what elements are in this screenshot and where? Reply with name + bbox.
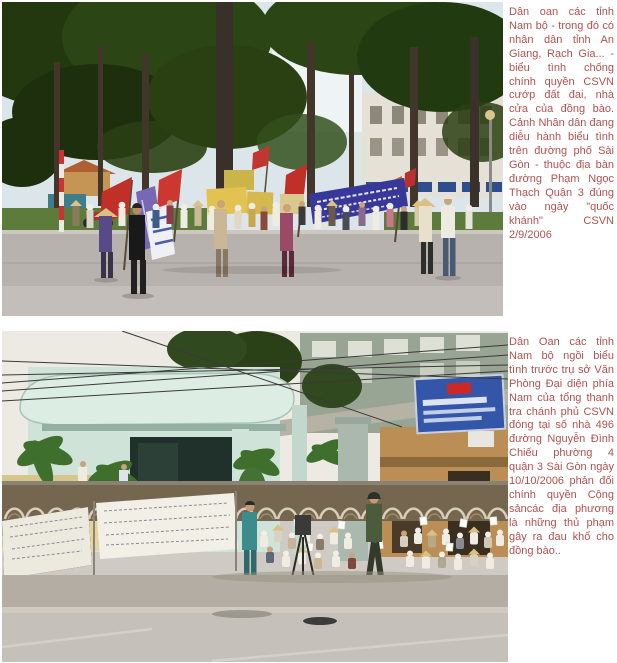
striped-pole: [59, 150, 64, 232]
photo2-sit-in-protest: [2, 331, 508, 662]
woman-magenta: [280, 204, 294, 277]
billboard: [415, 375, 506, 434]
woman-tan-center: [214, 200, 228, 277]
photo1-scene: [2, 2, 503, 316]
man-white-shirt-right: [441, 195, 456, 276]
photo1-caption: Dân oan các tỉnh Nam bộ - trong đó có nhân dân tỉnh An Giang, Rạch Gia... - biểu tình chống chính quyền CSVN cướp đất đai, nhà cửa của đồng bào. Cảnh Nhân dân đang diễu hành biểu tình trên đường phố Sài Gòn - thuộc địa bàn đường Phạm Ngọc Thạch Quận 3 đúng vào ngày "quốc khánh" CSVN 2/9/2006: [509, 6, 614, 241]
photo1-protest-march: [2, 2, 503, 316]
photo2-scene: [2, 331, 508, 662]
manhole: [303, 617, 337, 625]
photo2-caption: Dân Oan các tỉnh Nam bộ ngồi biểu tình trước trụ sở Văn Phòng Đại diện phía Nam của tổng thanh tra chánh phủ CSVN đóng tại số nhà 496 đường Nguyễn Đình Chiếu phường 4 quận 3 Sài Gòn ngày 10/10/2006 phản đối chính quyền Cộng sảncác địa phương là những thủ phạm gây ra đau khổ cho đồng bào..: [509, 336, 614, 557]
